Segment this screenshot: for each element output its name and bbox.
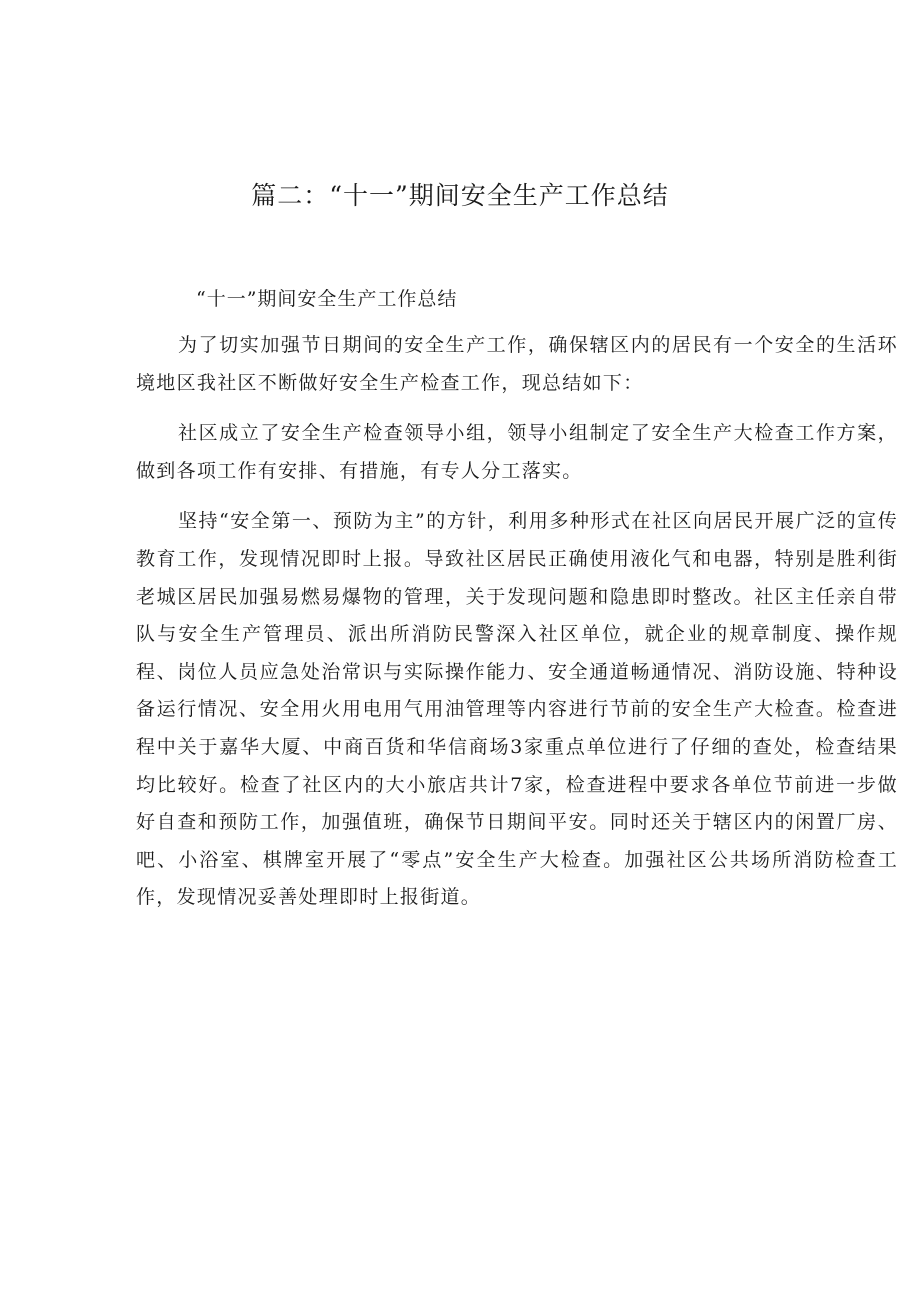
document-title: 篇二：“十一”期间安全生产工作总结 (251, 181, 669, 210)
paragraph-leadership-group: 社区成立了安全生产检查领导小组，领导小组制定了安全生产大检查工作方案，做到各项工作有安排、有措施，有专人分工落实。 (136, 422, 898, 482)
document-body (136, 284, 898, 917)
document-subtitle: “十一”期间安全生产工作总结 (196, 288, 458, 310)
paragraph-intro: 为了切实加强节日期间的安全生产工作，确保辖区内的居民有一个安全的生活环境地区我社区不断做好安全生产检查工作，现总结如下： (136, 334, 898, 394)
paragraph-inspection-details: 坚持“安全第一、预防为主”的方针，利用多种形式在社区向居民开展广泛的宣传教育工作，发现情况即时上报。导致社区居民正确使用液化气和电器，特别是胜利街老城区居民加强易燃易爆物的管理，关于发现问题和隐患即时整改。社区主任亲自带队与安全生产管理员、派出所消防民警深入社区单位，就企业的规章制度、操作规程、岗位人员应急处治常识与实际操作能力、安全通道畅通情况、消防设施、特种设备运行情况、安全用火用电用气用油管理等内容进行节前的安全生产大检查。检查进程中关于嘉华大厦、中商百货和华信商场3家重点单位进行了仔细的查处，检查结果均比较好。检查了社区内的大小旅店共计7家，检查进程中要求各单位节前进一步做好自查和预防工作，加强值班，确保节日期间平安。同时还关于辖区内的闲置厂房、吧、小浴室、棋牌室开展了“零点”安全生产大检查。加强社区公共场所消防检查工作，发现情况妥善处理即时上报街道。 (136, 510, 898, 909)
